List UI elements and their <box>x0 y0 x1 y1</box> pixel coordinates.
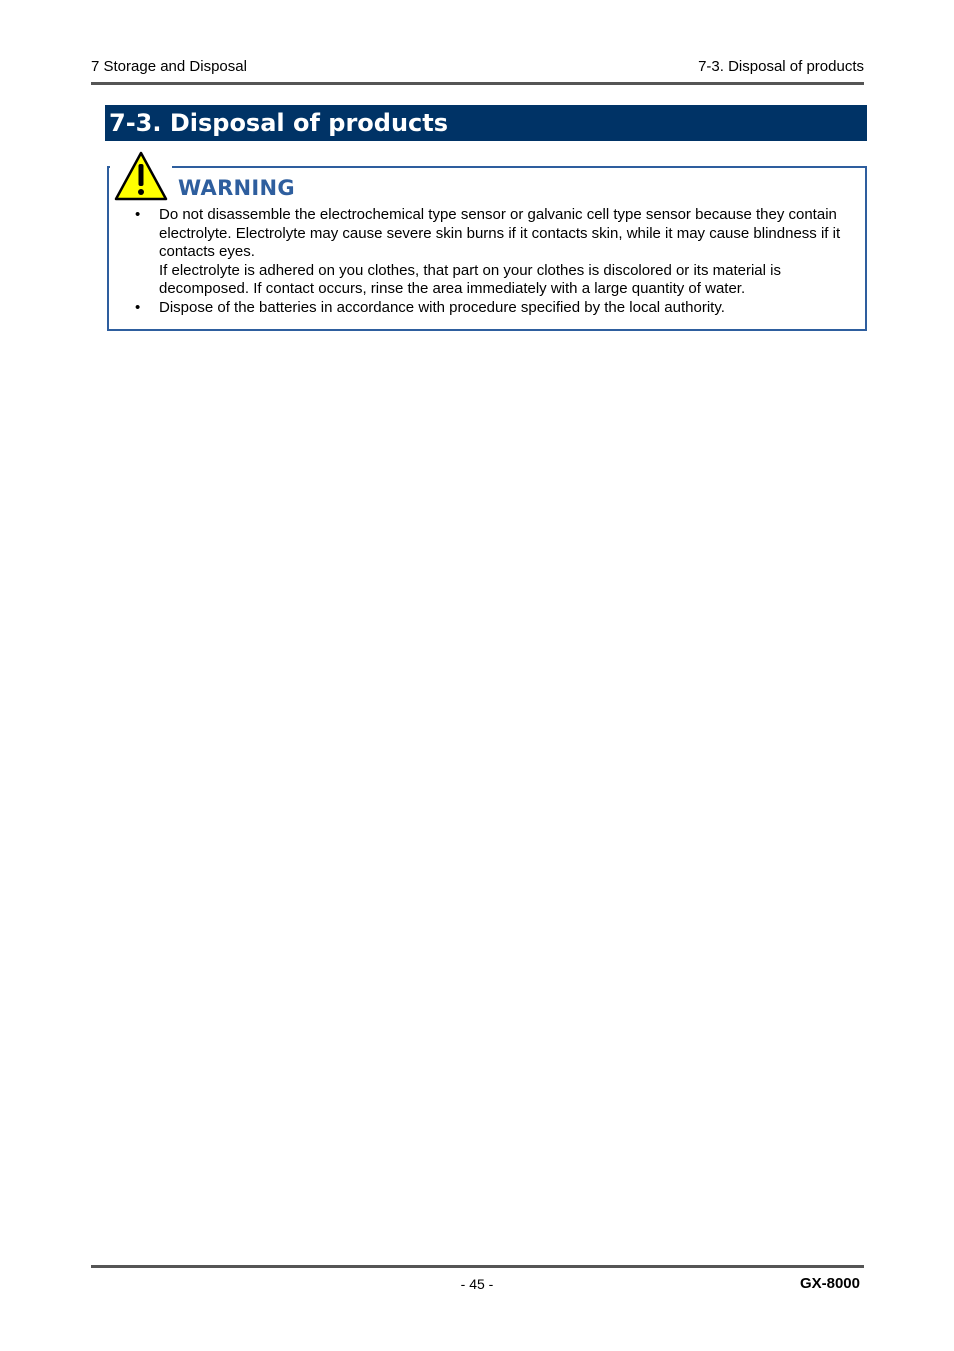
header-section: 7-3. Disposal of products <box>698 58 864 75</box>
warning-paragraph: Do not disassemble the electrochemical type sensor or galvanic cell type sensor because they contain electrolyte. Electrolyte may cause severe skin burns if it contacts skin, while it may cause blindness if it contacts eyes. <box>159 206 841 261</box>
warning-paragraph: Dispose of the batteries in accordance with procedure specified by the local authority. <box>159 298 725 316</box>
header-chapter: 7 Storage and Disposal <box>91 58 247 75</box>
section-title: 7-3. Disposal of products <box>105 105 867 141</box>
bullet-icon: • <box>135 298 141 316</box>
warning-list-item <box>135 206 850 299</box>
header-divider <box>91 82 864 85</box>
warning-list-item <box>135 299 850 318</box>
warning-label: WARNING <box>172 176 301 200</box>
page-number: - 45 - <box>460 1276 494 1292</box>
bullet-icon: • <box>135 206 141 223</box>
footer-divider <box>91 1265 864 1268</box>
warning-list <box>135 206 850 318</box>
warning-paragraph: If electrolyte is adhered on you clothes, that part on your clothes is discolored or its material is decomposed. If contact occurs, rinse the area immediately with a large quantity of water. <box>159 261 781 298</box>
warning-triangle-icon <box>110 150 172 202</box>
model-name: GX-8000 <box>799 1275 860 1292</box>
